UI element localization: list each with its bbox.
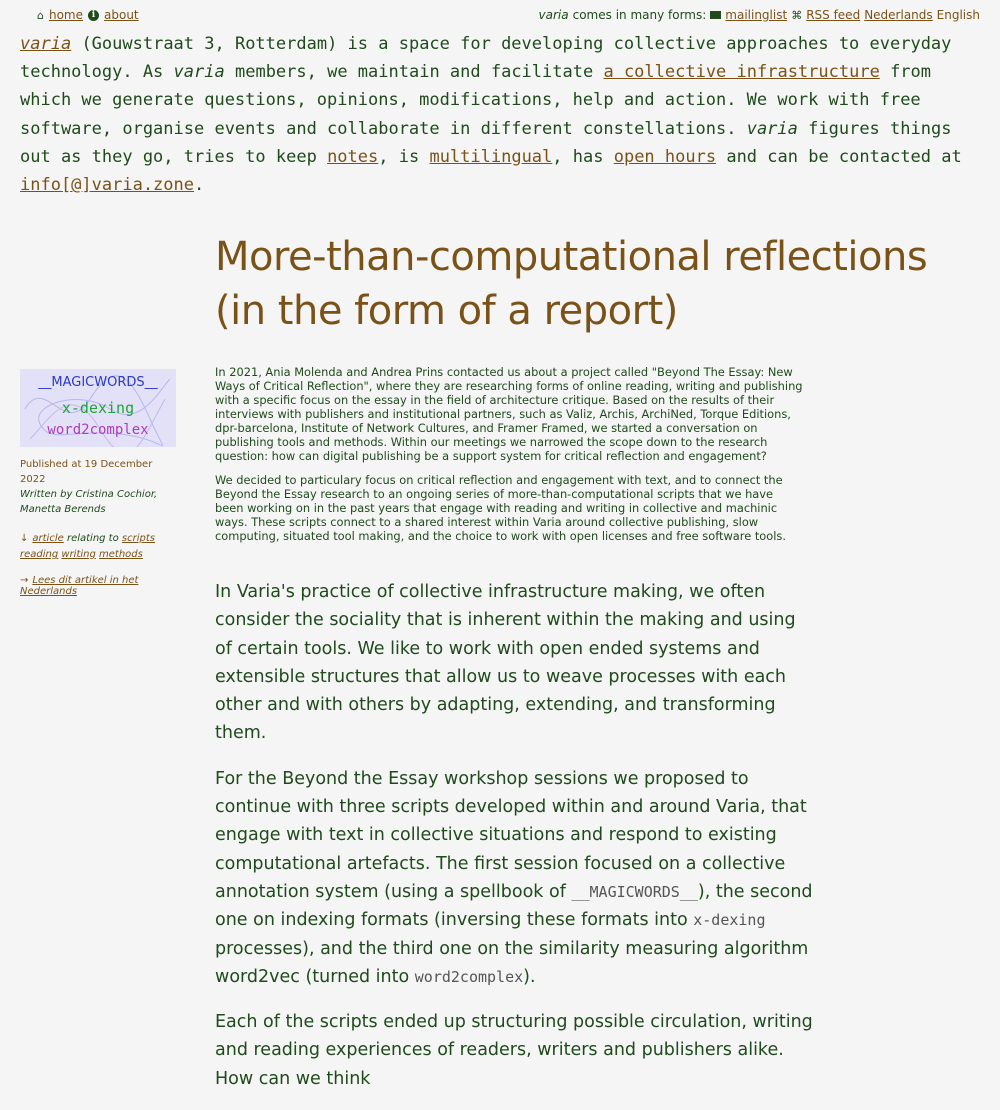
mail-icon [710,11,721,19]
varia-home-link[interactable]: varia [20,34,72,54]
translation-row [20,575,180,597]
article-tags: ↓ article relating to scripts reading writing methods [20,533,155,560]
intro-statement: varia (Gouwstraat 3, Rotterdam) is a space for developing collective approaches to everyday technology. As varia members, we maintain and facilitate a collective infrastructure from which we generate questions, opinions, modifications, help and action. We work with free software, organise events and collaborate in different constellations. varia figures things out as they go, tries to keep notes, is multilingual, has open hours and can be contacted at info[@]varia.zone. [20,34,962,196]
home-icon: ⌂ [37,8,44,22]
code-xdexing: x-dexing [693,911,766,930]
tag-writing[interactable]: writing [61,549,96,560]
info-icon: i [88,10,99,21]
nav-left [37,8,139,22]
about-link[interactable]: about [104,8,139,22]
body-paragraph: For the Beyond the Essay workshop sessions we proposed to continue with three scripts developed within and around Varia, that engage with text in collective situations and respond to existing computational artefacts. The first session focused on a collective annotation system (using a spellbook of __MAGICWORDS__), the second one on indexing formats (inversing these formats into x-dexing processes), and the third one on the similarity measuring algorithm word2vec (turned into word2complex). [215,768,813,987]
tag-article[interactable]: article [32,533,64,544]
open-hours-link[interactable]: open hours [613,146,717,167]
tag-reading[interactable]: reading [20,549,59,560]
tag-methods[interactable]: methods [99,549,143,560]
tag-scripts[interactable]: scripts [121,533,155,544]
thumbnail-word2complex: word2complex [47,422,149,438]
nav-right [539,8,980,22]
top-navigation [0,8,1000,26]
lead-paragraph: In 2021, Ania Molenda and Andrea Prins contacted us about a project called "Beyond The Essay: New Ways of Critical Reflection", where they are researching forms of online reading, writing and publishing with a specific focus on the essay in the field of architecture critique. Based on the results of their interviews with publishers and institutional partners, such as Valiz, Archis, ArchiNed, Torque Editions, dpr-barcelona, Institute of Network Cultures, and Framer Framed, we started a conversation on publishing tools and methods. Within our meetings we narrowed the scope down to the research question: how can digital publishing be a support system for critical reflection and engagement? [215,365,803,463]
article-thumbnail [20,369,176,447]
rss-feed-link[interactable]: RSS feed [806,8,861,22]
multilingual-link[interactable]: multilingual [429,146,553,167]
article-body [215,578,815,1110]
language-nl-link[interactable]: Nederlands [864,8,933,22]
forms-text: comes in many forms: [572,8,707,22]
mailinglist-link[interactable]: mailinglist [725,8,788,22]
lead-paragraph: We decided to particulary focus on critical reflection and engagement with text, and to connect the Beyond the Essay research to an ongoing series of more-than-computational scripts that we have been working on in the past years that engage with reading and writing in collective and machinic ways. These scripts connect to a shared interest within Varia around collective publishing, slow computing, situated tool making, and the choice to work with open licenses and free software tools. [215,473,786,543]
email-link[interactable]: info[@]varia.zone [20,175,194,196]
code-word2complex: word2complex [414,967,524,986]
thumbnail-xdexing: x-dexing [61,399,135,417]
language-en-current: English [936,8,980,22]
code-magicwords: __MAGICWORDS__ [571,882,698,901]
forms-brand: varia [538,8,569,22]
dutch-translation-link[interactable]: Lees dit artikel in het Nederlands [20,575,139,597]
arrow-down-icon: ↓ [20,533,29,544]
collective-infrastructure-link[interactable]: a collective infrastructure [603,62,880,83]
home-link[interactable]: home [48,8,84,22]
body-paragraph: In Varia's practice of collective infrastructure making, we often consider the sociality that is inherent within the making and using of certain tools. We like to work with open ended systems and extensible structures that allow us to weave processes with each other and with others by adapting, extending, and transforming them. [215,582,796,744]
thumbnail-magicwords: __MAGICWORDS__ [38,375,158,390]
article-authors: Written by Cristina Cochior, Manetta Berends [20,489,158,515]
article-title: More-than-computational reflections (in the form of a report) [215,234,928,334]
body-paragraph: Each of the scripts ended up structuring possible circulation, writing and reading experiences of readers, writers and publishers alike. How can we think [215,1012,813,1089]
rss-icon: ⌘ [791,8,803,22]
arrow-right-icon: → [20,575,29,586]
article-sidebar [20,369,180,597]
article-meta [20,457,180,517]
article-lead [215,365,805,553]
published-date: Published at 19 December 2022 [20,459,153,485]
notes-link[interactable]: notes [327,146,379,167]
